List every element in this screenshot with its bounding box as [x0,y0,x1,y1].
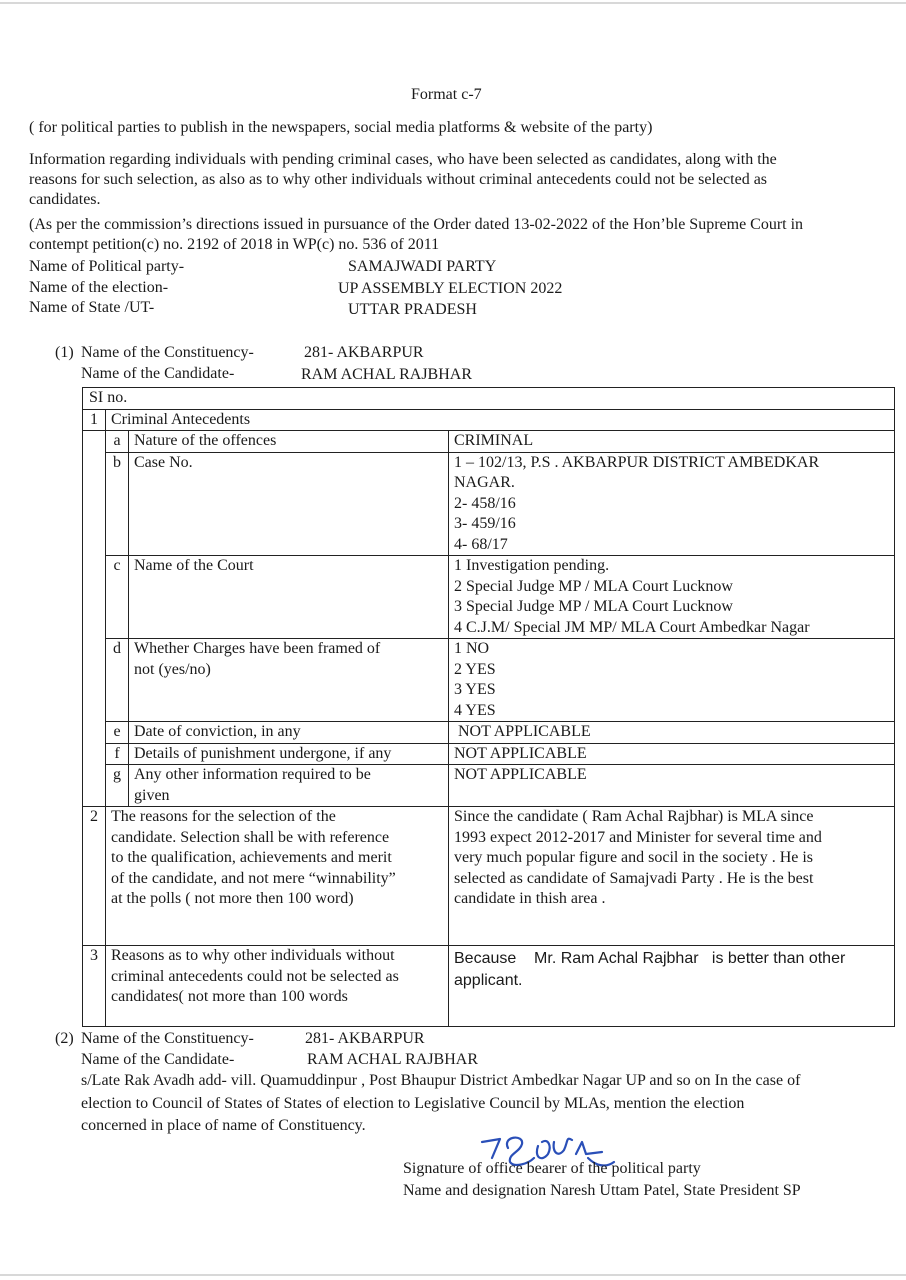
table-row [83,431,895,453]
subtitle: ( for political parties to publish in the newspapers, social media platforms & website of the party) [29,119,653,136]
selection-reasons-label [106,807,449,946]
value-line: Because Mr. Ram Achal Rajbhar is better than other [454,950,846,967]
value-line: candidate in thish area . [454,890,606,907]
directions-line-1: (As per the commission’s directions issued in pursuance of the Order dated 13-02-2022 of the Hon’ble Supreme Court in [29,216,804,233]
section1-candidate-value: RAM ACHAL RAJBHAR [301,366,472,383]
table-row [83,556,895,639]
table-row [83,639,895,722]
row-number: 3 [83,946,106,1027]
address-line-2: election to Council of States of States of election to Legislative Council by MLAs, mention the election [81,1095,745,1112]
criminal-antecedents-title: Criminal Antecedents [106,409,895,431]
table-row [83,722,895,744]
address-line-1: s/Late Rak Avadh add- vill. Quamuddinpur , Post Bhaupur District Ambedkar Nagar UP and so on In the case of [81,1072,801,1089]
row-letter: g [106,765,129,807]
row-letter: c [106,556,129,639]
section2-constituency-label: Name of the Constituency- [81,1030,254,1047]
label-line: to the qualification, achievements and merit [111,849,392,866]
section2-candidate-value: RAM ACHAL RAJBHAR [307,1051,478,1068]
value-line: 3- 459/16 [454,515,516,532]
row-value [449,452,895,556]
label-line: candidates( not more than 100 words [111,988,348,1005]
section1-constituency-label: Name of the Constituency- [81,344,254,361]
value-line: 1 Investigation pending. [454,557,610,574]
format-title: Format c-7 [411,86,482,103]
name-designation-line: Name and designation Naresh Uttam Patel, State President SP [403,1182,801,1199]
value-line: 2- 458/16 [454,494,516,512]
value-line: very much popular figure and socil in the society . He is [454,849,814,866]
table-row [83,409,895,431]
value-line: 3 Special Judge MP / MLA Court Lucknow [454,598,733,615]
value-line: 2 Special Judge MP / MLA Court Lucknow [454,577,733,595]
label-line: Any other information required to be [134,766,371,783]
row-label: Name of the Court [129,556,449,639]
state-value: UTTAR PRADESH [348,301,477,318]
election-label: Name of the election- [29,279,169,296]
criminal-antecedents-table [82,387,895,1027]
row-number: 1 [83,409,106,431]
party-label: Name of Political party- [29,258,185,275]
value-line: selected as candidate of Samajvadi Party . He is the best [454,869,814,887]
section2-constituency-value: 281- AKBARPUR [305,1030,425,1047]
value-line: 1 NO [454,640,490,657]
value-line: 1 – 102/13, P.S . AKBARPUR DISTRICT AMBEDKAR [454,453,820,471]
label-line: given [134,786,170,804]
row-value: CRIMINAL [449,431,895,453]
row-label [129,765,449,807]
row-value: NOT APPLICABLE [449,743,895,765]
election-value: UP ASSEMBLY ELECTION 2022 [338,280,563,297]
row-letter: e [106,722,129,744]
value-line: 4 YES [454,701,496,719]
section2-candidate-label: Name of the Candidate- [81,1051,235,1068]
value-line: 4 C.J.M/ Special JM MP/ MLA Court Ambedkar Nagar [454,618,810,636]
info-line-2: reasons for such selection, as also as to why other individuals without criminal antecedents could not be selected as [29,171,768,188]
row-label: Case No. [129,452,449,556]
row-number: 2 [83,807,106,946]
state-label: Name of State /UT- [29,299,155,316]
row-letter: a [106,431,129,453]
label-line: at the polls ( not more then 100 word) [111,890,354,907]
blank-cell [83,431,106,807]
scan-top-border [0,2,906,4]
row-label: Date of conviction, in any [129,722,449,744]
row-value [449,556,895,639]
section1-constituency-value: 281- AKBARPUR [304,344,424,361]
section1-candidate-label: Name of the Candidate- [81,365,235,382]
value-line: Since the candidate ( Ram Achal Rajbhar) is MLA since [454,808,814,825]
value-line: 2 YES [454,660,496,678]
row-letter: d [106,639,129,722]
sl-no-header: SI no. [83,388,895,410]
scan-bottom-border [0,1274,906,1276]
row-letter: b [106,452,129,556]
table-row [83,765,895,807]
section2-marker: (2) [55,1030,74,1047]
row-value [449,639,895,722]
info-line-1: Information regarding individuals with pending criminal cases, who have been selected as candidates, along with the [29,151,777,168]
row-letter: f [106,743,129,765]
table-row [83,452,895,556]
section1-marker: (1) [55,344,74,361]
label-line: The reasons for the selection of the [111,808,336,825]
directions-line-2: contempt petition(c) no. 2192 of 2018 in WP(c) no. 536 of 2011 [29,236,440,253]
other-individuals-label [106,946,449,1027]
label-line: of the candidate, and not mere “winnability” [111,869,396,887]
value-line: 1993 expect 2012-2017 and Minister for several time and [454,828,822,846]
table-row [83,807,895,946]
label-line: candidate. Selection shall be with reference [111,828,390,846]
value-line: 3 YES [454,681,496,698]
table-row [83,946,895,1027]
table-row [83,743,895,765]
label-line: not (yes/no) [134,660,211,678]
label-line: Whether Charges have been framed of [134,640,381,657]
other-individuals-value [449,946,895,1027]
label-line: criminal antecedents could not be selected as [111,967,399,985]
signature-line: Signature of office bearer of the political party [403,1160,701,1177]
table-header-row [83,388,895,410]
party-value: SAMAJWADI PARTY [348,258,497,275]
row-label: Details of punishment undergone, if any [129,743,449,765]
row-label: Nature of the offences [129,431,449,453]
row-label [129,639,449,722]
label-line: Reasons as to why other individuals without [111,947,395,964]
info-line-3: candidates. [29,191,101,208]
selection-reasons-value [449,807,895,946]
value-line: applicant. [454,972,523,989]
row-value: NOT APPLICABLE [449,765,895,807]
address-line-3: concerned in place of name of Constituency. [81,1117,366,1134]
value-line: 4- 68/17 [454,535,508,553]
value-line: NAGAR. [454,474,515,491]
row-value: NOT APPLICABLE [449,722,895,744]
